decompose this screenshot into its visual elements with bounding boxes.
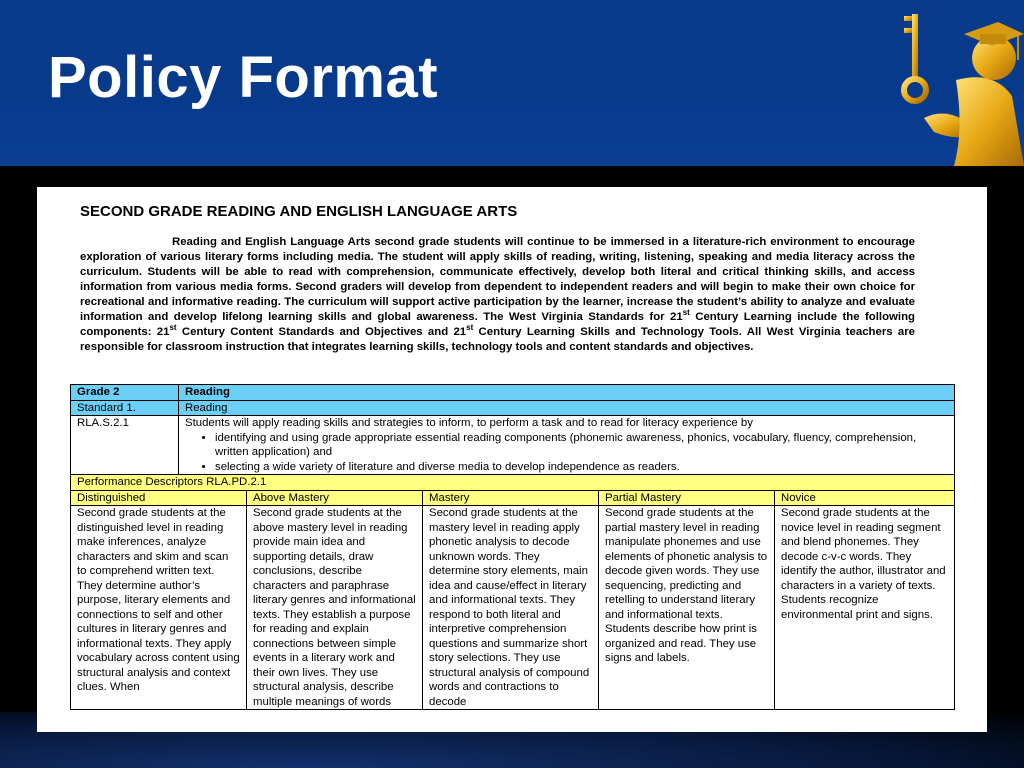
objective-bullet: • selecting a wide variety of literature and diverse media to develop independence as readers. [215,460,948,475]
standard-value: Reading [179,400,955,416]
intro-text: Reading and English Language Arts second grade students will continue to be immersed in a literature-rich environment to encourage exploration of various literary forms including media. The student will apply skills of reading, writing, listening, speaking and media literacy across the curriculum. Students will be able to read with comprehension, communicate effectively, develop both literal and critical thinking skills, and access information from various media forms. Second graders will develop from dependent to independent readers and will begin to make their own choice for recreational and informative reading. The curriculum will support active participation by the learner, increase the student’s ability to analyze and evaluate information and develop lifelong learning skills and global awareness. The West Virginia Standards for 21 [80,236,915,323]
slide-title: Policy Format [48,45,439,110]
intro-text: Century Learning include the following components: 21 [80,311,915,338]
objective-cell [179,416,955,475]
level-above-mastery: Above Mastery [247,490,423,506]
level-partial-mastery: Partial Mastery [599,490,775,506]
descriptor-novice: Second grade students at the novice level in reading segment and blend phonemes. They decode c-v-c words. They identify the author, illustrator and characters in a variety of texts. Students recognize environmental print and signs. [775,506,955,710]
standard-row [71,400,955,416]
objective-bullets [185,431,948,475]
levels-row [71,490,955,506]
descriptors-row [71,506,955,710]
level-novice: Novice [775,490,955,506]
document-heading: SECOND GRADE READING AND ENGLISH LANGUAGE ARTS [80,203,518,220]
descriptor-mastery: Second grade students at the mastery level in reading apply phonetic analysis to decode unknown words. They determine story elements, main idea and cause/effect in literary and informational texts. They respond to both literal and interpretive comprehension questions and summarize short story selections. They use structural analysis of compound words and contractions to decode [423,506,599,710]
descriptor-partial-mastery: Second grade students at the partial mastery level in reading manipulate phonemes and use elements of phonetic analysis to decode given words. They use sequencing, predicting and retelling to understand literary and informational texts. Students describe how print is organized and read. They use signs and labels. [599,506,775,710]
objective-bullet: • identifying and using grade appropriate essential reading components (phonemic awareness, phonics, vocabulary, fluency, comprehension, written application) and [215,431,948,460]
level-mastery: Mastery [423,490,599,506]
intro-text: Century Learning Skills and Technology Tools. All West Virginia teachers are responsible for classroom instruction that integrates learning skills, technology tools and content standards and objectives. [80,326,915,353]
superscript-st: st [466,323,474,333]
policy-document [37,187,987,732]
key-mascot-icon [894,0,1024,166]
level-distinguished: Distinguished [71,490,247,506]
grade-label: Grade 2 [71,385,179,401]
superscript-st: st [682,308,690,318]
superscript-st: st [169,323,177,333]
performance-label: Performance Descriptors RLA.PD.2.1 [71,475,955,491]
intro-text: Century Content Standards and Objectives and 21 [176,326,467,338]
slide-header [0,0,1024,166]
standards-table [70,384,955,710]
objective-code: RLA.S.2.1 [71,416,179,475]
standard-label: Standard 1. [71,400,179,416]
objective-row [71,416,955,475]
descriptor-distinguished: Second grade students at the distinguished level in reading make inferences, analyze characters and skim and scan to comprehend written text. They determine author’s purpose, literary elements and connections to self and other cultures in literary genres and informational texts. They apply vocabulary across content using structural analysis and context clues. When [71,506,247,710]
document-intro [80,235,915,355]
objective-text: Students will apply reading skills and strategies to inform, to perform a task and to read for literacy experience by [185,417,753,429]
grade-row [71,385,955,401]
performance-row [71,475,955,491]
grade-value: Reading [179,385,955,401]
descriptor-above-mastery: Second grade students at the above mastery level in reading provide main idea and supporting details, draw conclusions, describe characters and paraphrase literary genres and informational texts. They establish a purpose for reading and explain connections between simple events in a literary work and their own lives. They use structural analysis, describe multiple meanings of words [247,506,423,710]
